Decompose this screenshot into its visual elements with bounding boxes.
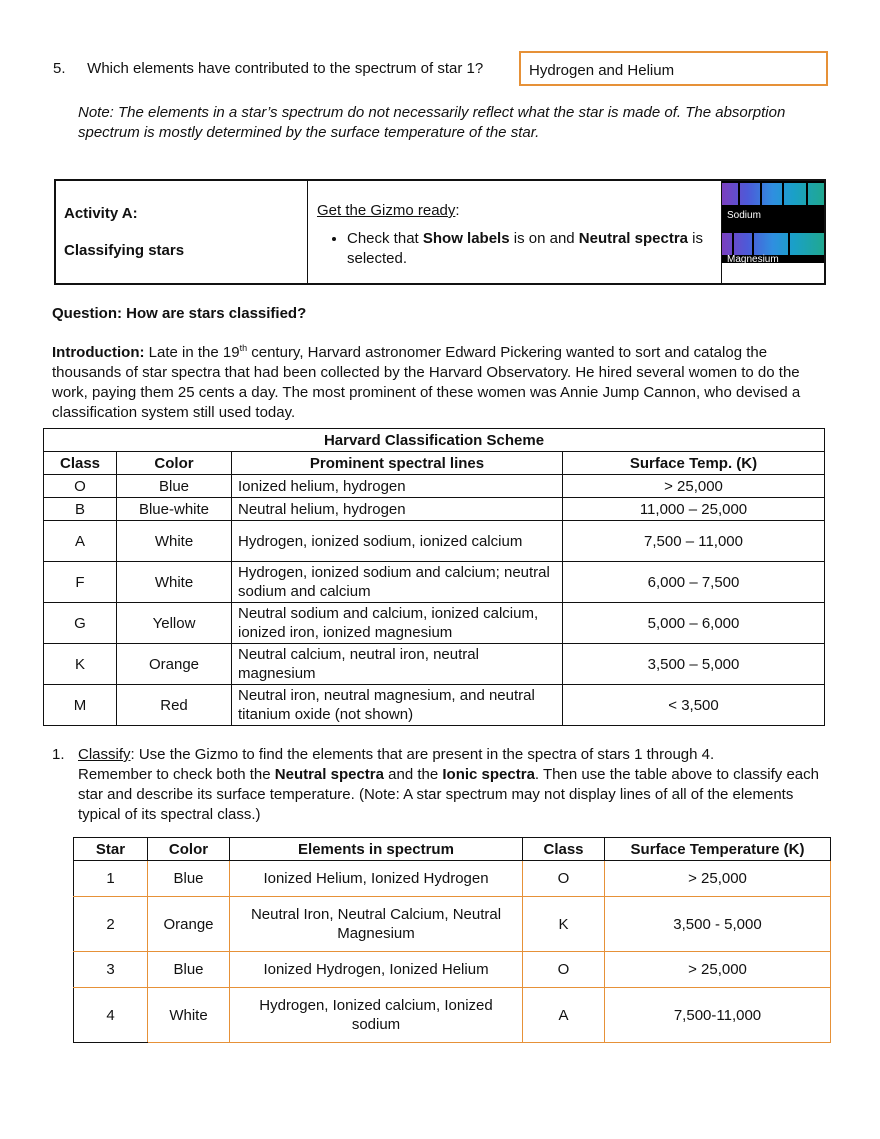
activity-title: Activity A:: [64, 205, 138, 222]
question-5: [53, 60, 483, 77]
header-cell: Color: [148, 838, 230, 861]
answer-cell[interactable]: Ionized Helium, Ionized Hydrogen: [230, 861, 523, 897]
question-text: Which elements have contributed to the spectrum of star 1?: [87, 60, 484, 77]
sodium-spectrum: [722, 181, 824, 233]
harvard-classification-table: [43, 428, 825, 726]
table-row: 4 White Hydrogen, Ionized calcium, Ionized sodium A 7,500-11,000: [74, 988, 831, 1043]
spectrum-label-sodium: Sodium: [727, 210, 761, 221]
answer-cell[interactable]: > 25,000: [605, 952, 831, 988]
table-header-row: [74, 838, 831, 861]
instruction-bullet: • Check that Show labels is on and Neutral spectra is selected.: [347, 229, 721, 269]
answer-cell[interactable]: O: [523, 861, 605, 897]
table-row: 2 Orange Neutral Iron, Neutral Calcium, Neutral Magnesium K 3,500 - 5,000: [74, 897, 831, 952]
note-text: Note: The elements in a star’s spectrum do not necessarily reflect what the star is made of. The absorption spectrum is mostly determined by the surface temperature of the star.: [78, 104, 786, 141]
header-cell: Class: [44, 452, 117, 475]
answer-cell[interactable]: Neutral Iron, Neutral Calcium, Neutral Magnesium: [230, 897, 523, 952]
table-row: F White Hydrogen, ionized sodium and calcium; neutral sodium and calcium 6,000 – 7,500: [44, 562, 825, 603]
answer-cell[interactable]: A: [523, 988, 605, 1043]
table-row: K Orange Neutral calcium, neutral iron, neutral magnesium 3,500 – 5,000: [44, 644, 825, 685]
answer-cell[interactable]: Hydrogen, Ionized calcium, Ionized sodium: [230, 988, 523, 1043]
header-cell: Color: [117, 452, 232, 475]
section-question: Question: How are stars classified?: [52, 305, 307, 322]
magnesium-spectrum: [722, 233, 824, 263]
table-row: G Yellow Neutral sodium and calcium, ionized calcium, ionized iron, ionized magnesium 5,000 – 6,000: [44, 603, 825, 644]
answer-cell[interactable]: Ionized Hydrogen, Ionized Helium: [230, 952, 523, 988]
answer-cell[interactable]: 7,500-11,000: [605, 988, 831, 1043]
header-cell: Class: [523, 838, 605, 861]
answer-cell[interactable]: White: [148, 988, 230, 1043]
header-cell: Star: [74, 838, 148, 861]
answer-cell[interactable]: Orange: [148, 897, 230, 952]
answer-cell[interactable]: Blue: [148, 952, 230, 988]
table-header-row: [44, 452, 825, 475]
table-row: B Blue-white Neutral helium, hydrogen 11,000 – 25,000: [44, 498, 825, 521]
activity-title-cell: [56, 181, 308, 283]
answer-cell[interactable]: > 25,000: [605, 861, 831, 897]
answer-cell[interactable]: 3,500 - 5,000: [605, 897, 831, 952]
table-row: M Red Neutral iron, neutral magnesium, and neutral titanium oxide (not shown) < 3,500: [44, 685, 825, 726]
activity-box: [54, 179, 826, 285]
header-cell: Surface Temperature (K): [605, 838, 831, 861]
gizmo-ready-heading: Get the Gizmo ready: [317, 202, 456, 219]
table-row: 3 Blue Ionized Hydrogen, Ionized Helium O > 25,000: [74, 952, 831, 988]
spectrum-label-magnesium: Magnesium: [727, 254, 779, 265]
answer-cell[interactable]: Blue: [148, 861, 230, 897]
table-row: 1 Blue Ionized Helium, Ionized Hydrogen O > 25,000: [74, 861, 831, 897]
header-cell: Prominent spectral lines: [232, 452, 563, 475]
activity-instructions: Get the Gizmo ready: • Check that Show labels is on and Neutral spectra is selected.: [308, 181, 722, 283]
activity-subtitle: Classifying stars: [64, 242, 185, 259]
answer-field[interactable]: Hydrogen and Helium: [519, 51, 828, 86]
header-cell: Surface Temp. (K): [563, 452, 825, 475]
stars-answer-table: [73, 837, 831, 1043]
header-cell: Elements in spectrum: [230, 838, 523, 861]
answer-cell[interactable]: K: [523, 897, 605, 952]
table-title: Harvard Classification Scheme: [44, 429, 825, 452]
classify-instructions: 1. Classify: Use the Gizmo to find the elements that are present in the spectra of stars 1 through 4. Remember to check both the Neutral spectra and the Ionic spectra. Then use the table above to classify each star and describe its surface temperature. (Note: A star spectrum may not display lines of all of the elements typical of its spectral class.): [52, 746, 819, 823]
introduction: Introduction: Late in the 19th century, Harvard astronomer Edward Pickering wanted to sort and catalog the thousands of star spectra that had been collected by the Harvard Observatory. He hired several women to do the work, paying them 25 cents a day. The most prominent of these women was Annie Jump Cannon, who devised a classification system still used today.: [52, 343, 801, 421]
table-row: O Blue Ionized helium, hydrogen > 25,000: [44, 475, 825, 498]
table-row: A White Hydrogen, ionized sodium, ionized calcium 7,500 – 11,000: [44, 521, 825, 562]
question-number: 5.: [53, 60, 66, 77]
answer-cell[interactable]: O: [523, 952, 605, 988]
spectrum-image: [722, 181, 824, 283]
